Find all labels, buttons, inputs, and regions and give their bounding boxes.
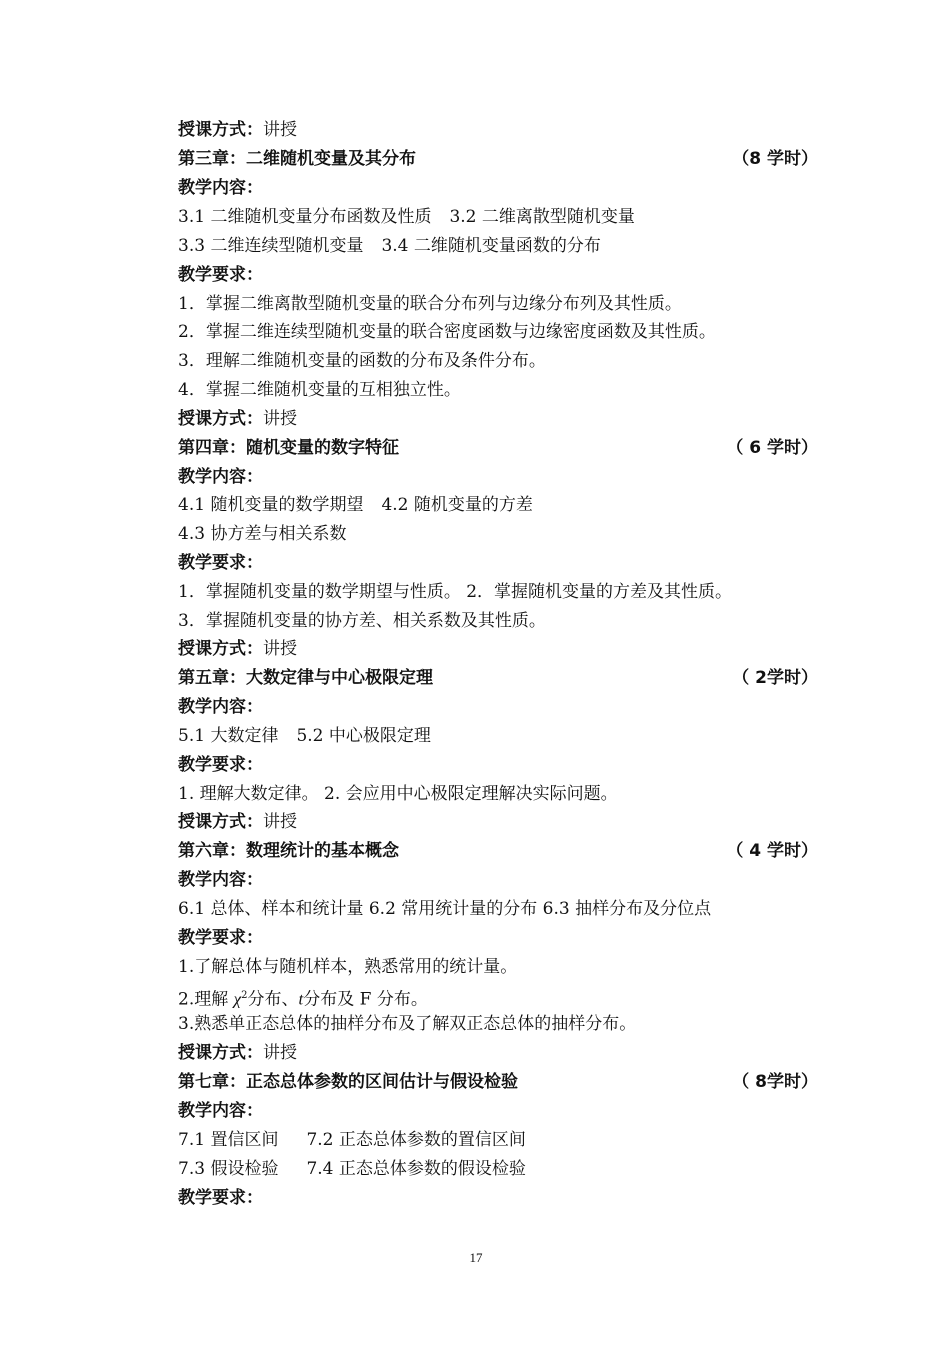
chapter-3-heading	[178, 147, 828, 171]
requirement-label: 教学要求：	[178, 1188, 263, 1208]
chapter-7-heading	[178, 1070, 828, 1094]
requirement-label: 教学要求：	[178, 928, 263, 948]
requirement-item: 3．掌握随机变量的协方差、相关系数及其性质。	[178, 611, 546, 631]
requirement-label: 教学要求：	[178, 265, 263, 285]
superscript: 2	[241, 990, 248, 1001]
content-line: 3.1 二维随机变量分布函数及性质 3.2 二维离散型随机变量	[178, 207, 635, 227]
requirement-item: 2．掌握二维连续型随机变量的联合密度函数与边缘密度函数及其性质。	[178, 322, 716, 342]
chapter-6-heading	[178, 839, 828, 863]
requirement-item: 1．掌握随机变量的数学期望与性质。 2．掌握随机变量的方差及其性质。	[178, 582, 733, 602]
requirement-item: 3.熟悉单正态总体的抽样分布及了解双正态总体的抽样分布。	[178, 1014, 637, 1034]
requirement-item: 2.理解 $\chi^2$分布、t分布及 F 分布。	[178, 989, 428, 1010]
t-symbol: t	[298, 989, 304, 1009]
requirement-item: 3．理解二维随机变量的函数的分布及条件分布。	[178, 351, 546, 371]
chapter-title: 第七章：正态总体参数的区间估计与假设检验	[178, 1072, 518, 1092]
chapter-hours: （8 学时）	[732, 149, 818, 169]
requirement-item: 1.了解总体与随机样本，熟悉常用的统计量。	[178, 957, 518, 977]
chapter-hours: （ 4 学时）	[726, 841, 818, 861]
chi-symbol: χ	[233, 989, 242, 1009]
method-line: 授课方式：讲授	[178, 409, 297, 429]
content-line: 6.1 总体、样本和统计量 6.2 常用统计量的分布 6.3 抽样分布及分位点	[178, 899, 712, 919]
chapter-hours: （ 2学时）	[732, 668, 818, 688]
content-line: 7.3 假设检验 7.4 正态总体参数的假设检验	[178, 1159, 526, 1179]
chapter-5-heading	[178, 666, 828, 690]
chapter-title: 第三章：二维随机变量及其分布	[178, 149, 416, 169]
content-label: 教学内容：	[178, 697, 263, 717]
content-label: 教学内容：	[178, 467, 263, 487]
content-line: 7.1 置信区间 7.2 正态总体参数的置信区间	[178, 1130, 526, 1150]
requirement-item: 1．掌握二维离散型随机变量的联合分布列与边缘分布列及其性质。	[178, 294, 682, 314]
content-line: 5.1 大数定律 5.2 中心极限定理	[178, 726, 431, 746]
content-label: 教学内容：	[178, 870, 263, 890]
content-label: 教学内容：	[178, 1101, 263, 1121]
chapter-title: 第五章：大数定律与中心极限定理	[178, 668, 433, 688]
chapter-title: 第四章：随机变量的数字特征	[178, 438, 399, 458]
method-line: 授课方式：讲授	[178, 812, 297, 832]
chapter-title: 第六章：数理统计的基本概念	[178, 841, 399, 861]
requirement-label: 教学要求：	[178, 553, 263, 573]
content-label: 教学内容：	[178, 178, 263, 198]
requirement-label: 教学要求：	[178, 755, 263, 775]
page-number: 17	[469, 1250, 483, 1265]
content-line: 4.1 随机变量的数学期望 4.2 随机变量的方差	[178, 495, 533, 515]
requirement-item: 1. 理解大数定律。 2. 会应用中心极限定理解决实际问题。	[178, 784, 618, 804]
content-line: 3.3 二维连续型随机变量 3.4 二维随机变量函数的分布	[178, 236, 601, 256]
chapter-4-heading	[178, 436, 828, 460]
method-line: 授课方式：讲授	[178, 639, 297, 659]
chapter-hours: （ 6 学时）	[726, 438, 818, 458]
method-line: 授课方式：讲授	[178, 120, 297, 140]
method-line: 授课方式：讲授	[178, 1043, 297, 1063]
chapter-hours: （ 8学时）	[732, 1072, 818, 1092]
content-line: 4.3 协方差与相关系数	[178, 524, 347, 544]
requirement-item: 4．掌握二维随机变量的互相独立性。	[178, 380, 461, 400]
